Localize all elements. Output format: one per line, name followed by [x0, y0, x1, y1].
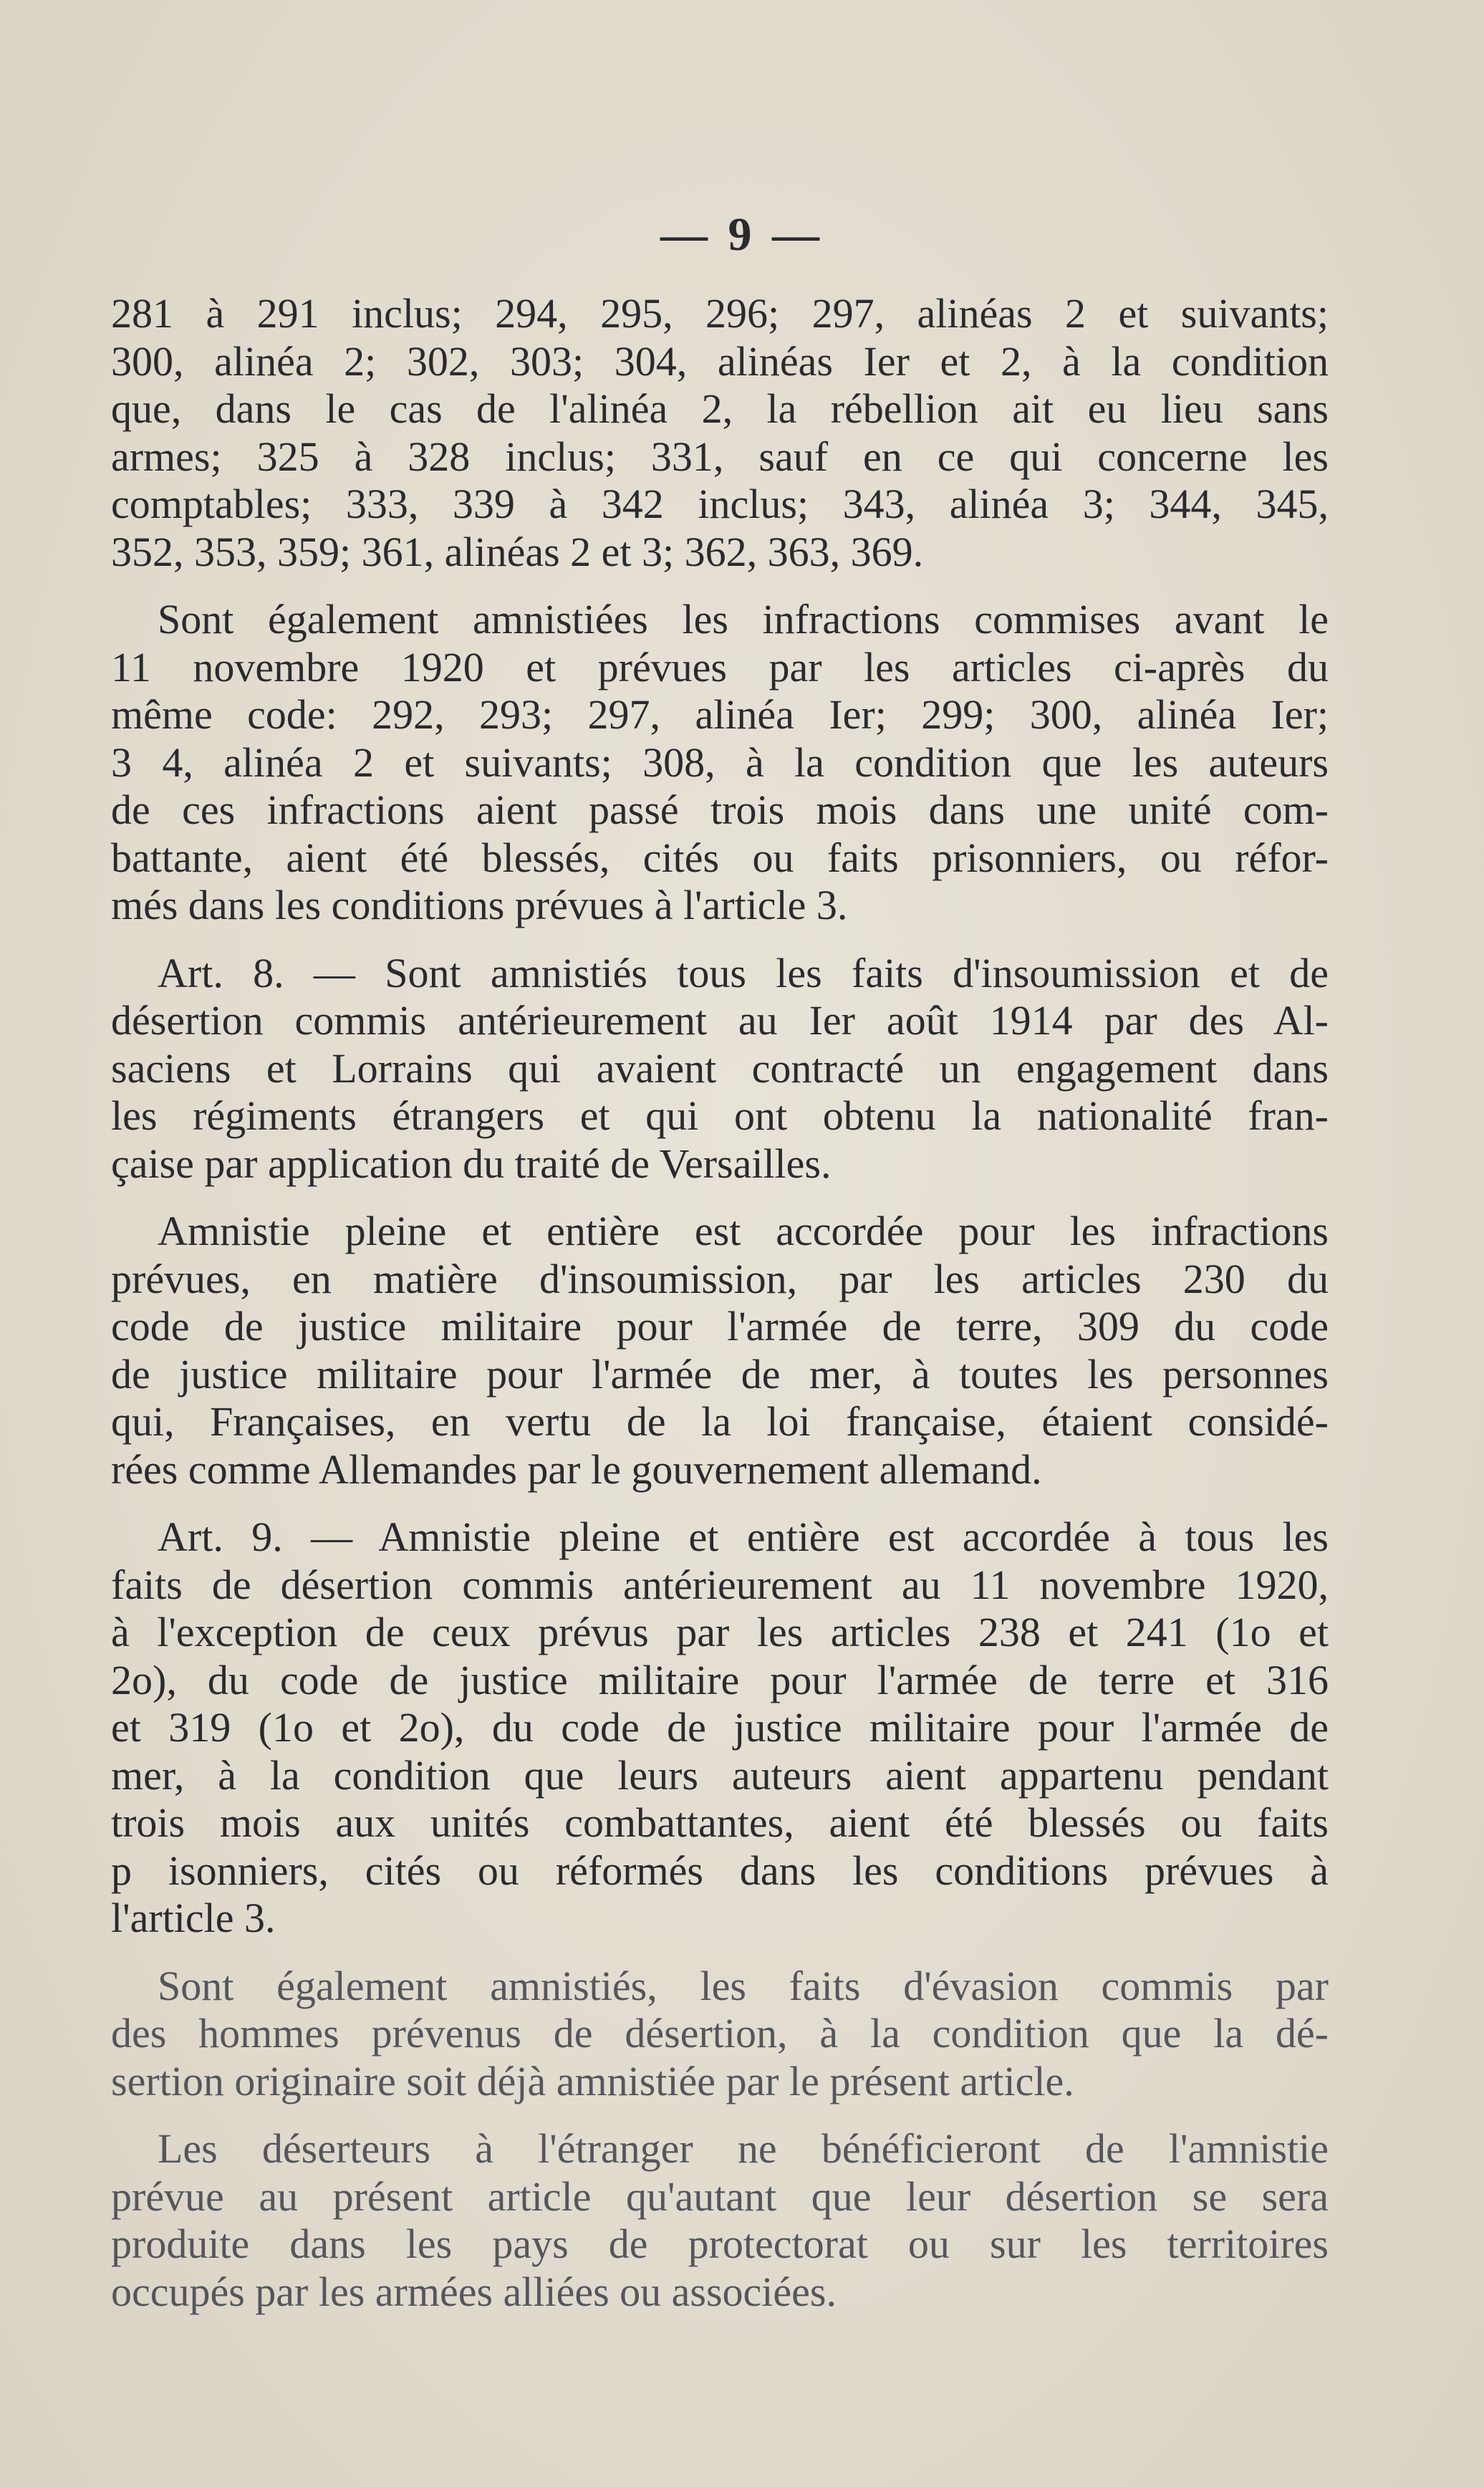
text-line: 2o), du code de justice militaire pour l'armée de terre et 316 — [111, 1656, 1329, 1703]
paragraph — [111, 1963, 1329, 2106]
text-line: 11 novembre 1920 et prévues par les articles ci-après du — [111, 643, 1329, 691]
text-line: occupés par les armées alliées ou associées. — [111, 2268, 837, 2315]
text-line: Art. 8. — Sont amnistiés tous les faits d'insoumission et de — [158, 949, 1329, 996]
paragraph — [111, 1208, 1329, 1493]
text-line: Amnistie pleine et entière est accordée pour les infractions — [158, 1208, 1329, 1254]
paragraph — [111, 290, 1329, 576]
body-text — [111, 290, 1329, 2336]
text-line: de justice militaire pour l'armée de mer, à toutes les personnes — [111, 1350, 1329, 1398]
text-line: des hommes prévenus de désertion, à la condition que la dé- — [111, 2010, 1329, 2057]
text-line: battante, aient été blessés, cités ou faits prisonniers, ou réfor- — [111, 834, 1329, 881]
text-line: prévues, en matière d'insoumission, par les articles 230 du — [111, 1255, 1329, 1302]
text-line: Sont également amnistiées les infractions commises avant le — [158, 596, 1329, 643]
text-line: qui, Françaises, en vertu de la loi française, étaient considé- — [111, 1398, 1329, 1445]
text-line: saciens et Lorrains qui avaient contracté un engagement dans — [111, 1044, 1329, 1092]
text-line: code de justice militaire pour l'armée de terre, 309 du code — [111, 1303, 1329, 1350]
text-line: faits de désertion commis antérieurement au 11 novembre 1920, — [111, 1561, 1329, 1608]
text-line: désertion commis antérieurement au Ier août 1914 par des Al- — [111, 997, 1329, 1044]
text-line: Art. 9. — Amnistie pleine et entière est accordée à tous les — [158, 1514, 1329, 1560]
text-line: mer, à la condition que leurs auteurs aient appartenu pendant — [111, 1751, 1329, 1799]
text-line: p isonniers, cités ou réformés dans les conditions prévues à — [111, 1847, 1329, 1894]
text-line: prévue au présent article qu'autant que leur désertion se sera — [111, 2173, 1329, 2220]
text-line: 300, alinéa 2; 302, 303; 304, alinéas Ier et 2, à la condition — [111, 337, 1329, 385]
paragraph — [111, 950, 1329, 1188]
text-line: l'article 3. — [111, 1895, 276, 1941]
text-line: produite dans les pays de protectorat ou sur les territoires — [111, 2221, 1329, 2267]
paragraph — [111, 1514, 1329, 1943]
text-line: de ces infractions aient passé trois mois dans une unité com- — [111, 786, 1329, 833]
text-line: Les déserteurs à l'étranger ne bénéficieront de l'amnistie — [158, 2125, 1329, 2172]
text-line: 3 4, alinéa 2 et suivants; 308, à la condition que les auteurs — [111, 739, 1329, 786]
text-line: rées comme Allemandes par le gouvernement allemand. — [111, 1445, 1042, 1493]
text-line: que, dans le cas de l'alinéa 2, la rébellion ait eu lieu sans — [111, 385, 1329, 432]
text-line: armes; 325 à 328 inclus; 331, sauf en ce qui concerne les — [111, 433, 1329, 480]
page-number: — 9 — — [660, 208, 824, 261]
text-line: les régiments étrangers et qui ont obtenu la nationalité fran- — [111, 1092, 1329, 1139]
text-line: çaise par application du traité de Versailles. — [111, 1140, 832, 1187]
text-line: 281 à 291 inclus; 294, 295, 296; 297, alinéas 2 et suivants; — [111, 290, 1329, 337]
text-line: sertion originaire soit déjà amnistiée par le présent article. — [111, 2057, 1074, 2104]
text-line: et 319 (1o et 2o), du code de justice militaire pour l'armée de — [111, 1704, 1329, 1751]
text-line: même code: 292, 293; 297, alinéa Ier; 299; 300, alinéa Ier; — [111, 691, 1329, 738]
paragraph — [111, 596, 1329, 930]
paragraph — [111, 2125, 1329, 2316]
text-line: trois mois aux unités combattantes, aient été blessés ou faits — [111, 1799, 1329, 1846]
text-line: 352, 353, 359; 361, alinéas 2 et 3; 362, 363, 369. — [111, 528, 924, 575]
text-line: més dans les conditions prévues à l'article 3. — [111, 882, 848, 928]
text-line: à l'exception de ceux prévus par les articles 238 et 241 (1o et — [111, 1609, 1329, 1655]
text-line: Sont également amnistiés, les faits d'évasion commis par — [158, 1962, 1329, 2009]
text-line: comptables; 333, 339 à 342 inclus; 343, alinéa 3; 344, 345, — [111, 481, 1329, 527]
